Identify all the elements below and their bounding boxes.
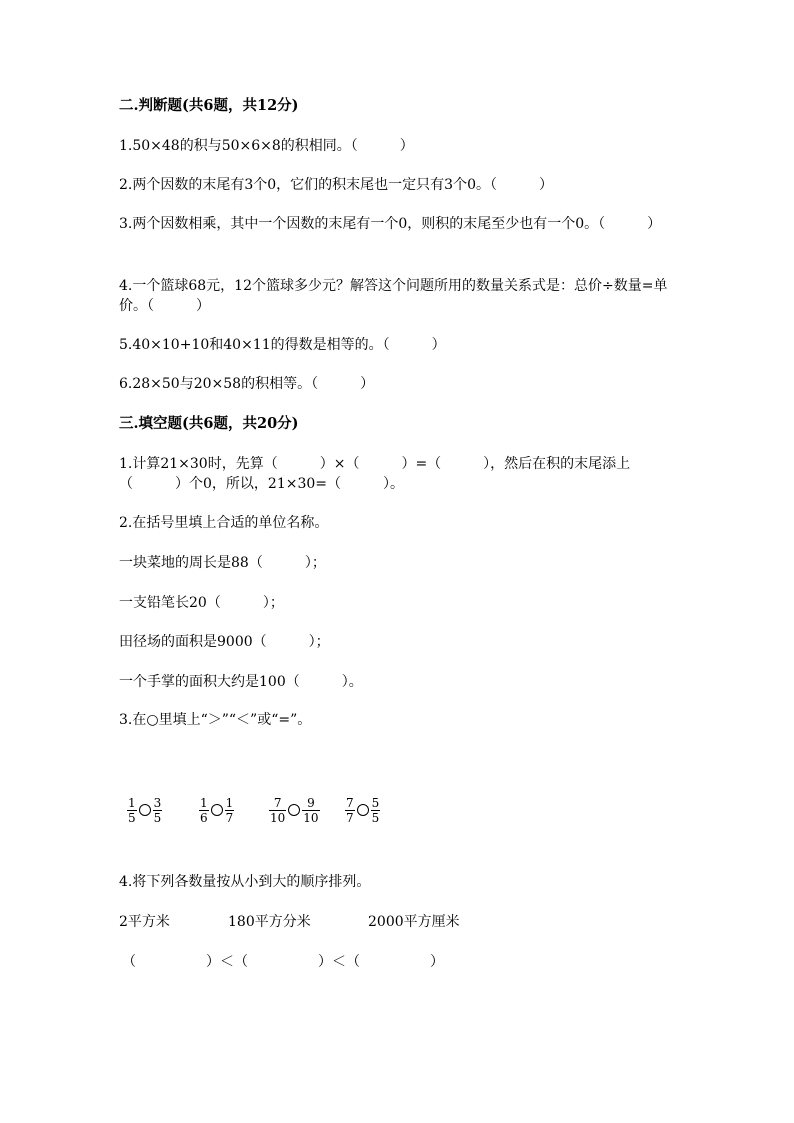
fill-question-1: 1.计算21×30时，先算（ ）×（ ）=（ ），然后在积的末尾添上（ ）个0，所以，21×30=（ ）。 (119, 456, 631, 492)
comparison-3 (269, 792, 320, 828)
section-title-fill-in: 三.填空题(共6题，共20分) (119, 415, 299, 432)
judgment-question-6: 6.28×50与20×58的积相等。（ ） (119, 376, 375, 392)
comparison-circle[interactable] (211, 804, 223, 816)
comparison-circle[interactable] (139, 804, 151, 816)
quantity-3: 2000平方厘米 (368, 914, 460, 930)
judgment-question-4: 4.一个篮球68元，12个篮球多少元？解答这个问题所用的数量关系式是：总价÷数量=单价。（ ） (119, 278, 668, 314)
judgment-question-3: 3.两个因数相乘，其中一个因数的末尾有一个0，则积的末尾至少也有一个0。（ ） (119, 216, 662, 232)
comparison-2 (199, 792, 234, 828)
judgment-question-2: 2.两个因数的末尾有3个0，它们的积末尾也一定只有3个0。（ ） (119, 177, 553, 193)
judgment-question-5: 5.40×10+10和40×11的得数是相等的。（ ） (119, 337, 446, 353)
comparison-1 (127, 792, 162, 828)
quantity-1: 2平方米 (119, 914, 170, 930)
fraction: $\frac{7}{10}$ (270, 795, 286, 825)
comparison-circle[interactable] (288, 804, 300, 816)
judgment-question-1: 1.50×48的积与50×6×8的积相同。（ ） (119, 138, 414, 154)
fraction: $\frac{3}{5}$ (153, 795, 162, 825)
fill-question-2-prompt: 2.在括号里填上合适的单位名称。 (119, 515, 329, 531)
order-answer-line[interactable]: （ ）＜（ ）＜（ ） (122, 954, 444, 970)
comparison-4 (345, 792, 380, 828)
unit-item-3: 田径场的面积是9000（ ）； (119, 634, 330, 650)
unit-item-4: 一个手掌的面积大约是100（ ）。 (119, 674, 363, 690)
section-title-judgment: 二.判断题(共6题，共12分) (119, 97, 299, 114)
fraction: $\frac{7}{7}$ (346, 795, 354, 825)
quantity-2: 180平方分米 (228, 914, 311, 930)
fill-question-3-prompt: 3.在○里填上“＞”“＜”或“=”。 (119, 712, 312, 728)
fraction: $\frac{9}{10}$ (303, 795, 319, 825)
fraction: $\frac{1}{6}$ (200, 795, 208, 825)
fraction: $\frac{5}{5}$ (371, 795, 380, 825)
fraction-comparison-row (127, 792, 427, 832)
unit-item-1: 一块菜地的周长是88（ ）； (119, 555, 326, 571)
fraction: $\frac{1}{5}$ (128, 795, 136, 825)
unit-item-2: 一支铅笔长20（ ）； (119, 595, 284, 611)
comparison-circle[interactable] (357, 804, 369, 816)
fraction: $\frac{1}{7}$ (225, 795, 234, 825)
fill-question-4-prompt: 4.将下列各数量按从小到大的顺序排列。 (119, 874, 371, 890)
